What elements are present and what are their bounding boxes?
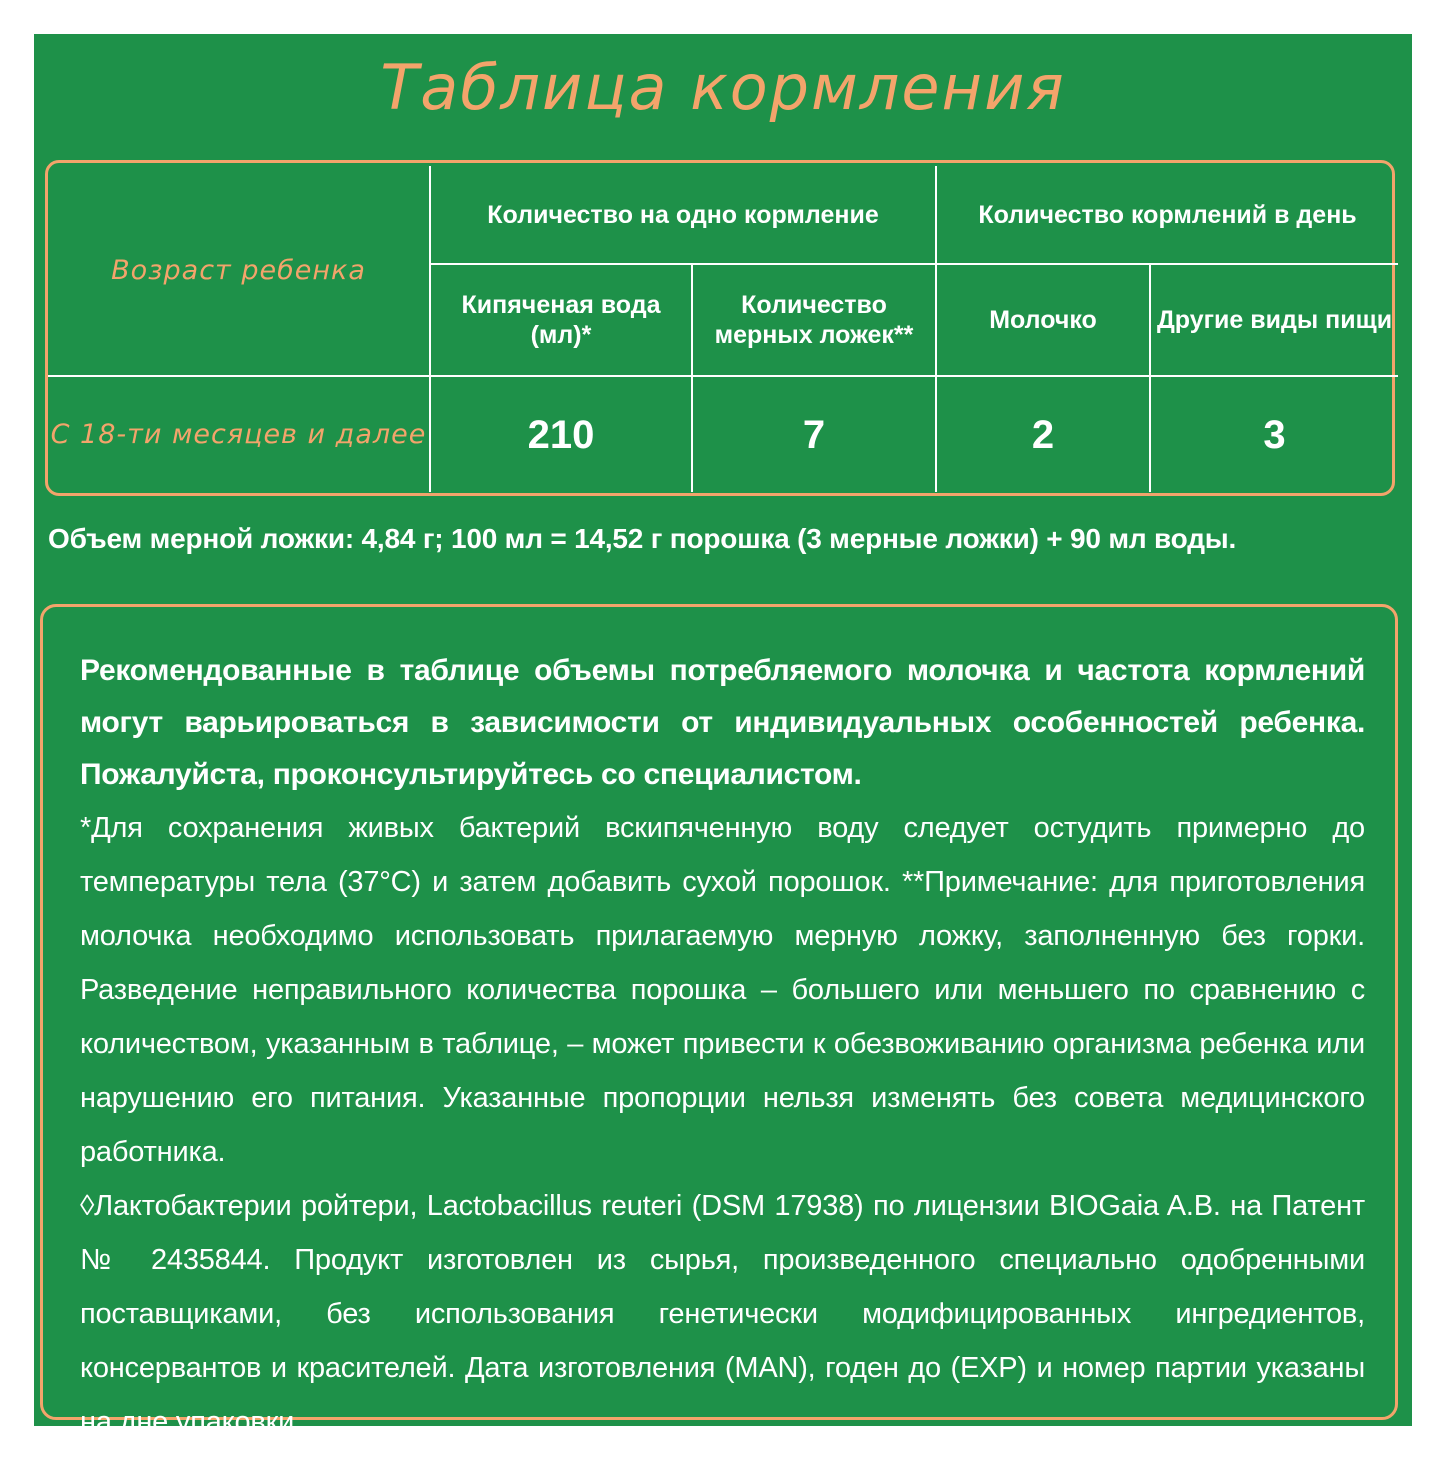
group-per-feeding-header: Количество на одно кормление [430, 166, 936, 264]
milk-column-header: Молочко [936, 264, 1150, 376]
age-header: Возраст ребенка [48, 166, 430, 376]
table-header-row [48, 166, 1398, 264]
spoons-value: 7 [692, 376, 936, 492]
water-value: 210 [430, 376, 692, 492]
water-column-header: Кипяченая вода (мл)* [430, 264, 692, 376]
feeding-table [48, 166, 1398, 492]
age-cell: С 18-ти месяцев и далее [48, 376, 430, 492]
table-row [48, 376, 1398, 492]
spoons-column-header: Количество мерных ложек** [692, 264, 936, 376]
measure-note: Объем мерной ложки: 4,84 г; 100 мл = 14,52 г порошка (3 мерные ложки) + 90 мл воды. [48, 523, 1237, 554]
footnote-water: *Для сохранения живых бактерий вскипяченную воду следует остудить примерно до температуры тела (37°C) и затем добавить сухой порошок. **Примечание: для приготовления молочка необходимо использовать прилагаемую мерную ложку, заполненную без горки. Разведение неправильного количества порошка – большего или меньшего по сравнению с количеством, указанным в таблице, – может привести к обезвоживанию организма ребенка или нарушению его питания. Указанные пропорции нельзя изменять без совета медицинского работника. [80, 812, 1365, 1168]
notes-block [80, 645, 1365, 1449]
other-food-value: 3 [1150, 376, 1398, 492]
milk-value: 2 [936, 376, 1150, 492]
footnote-bacteria: ◊Лактобактерии ройтери, Lactobacillus reuteri (DSM 17938) по лицензии BIOGaia A.B. на Патент № 2435844. Продукт изготовлен из сырья, произведенного специально одобренными поставщиками, без использования генетически модифицированных ингредиентов, консервантов и красителей. Дата изготовления (MAN), годен до (EXP) и номер партии указаны на дне упаковки. [80, 1190, 1365, 1438]
recommendation-text: Рекомендованные в таблице объемы потребляемого молочка и частота кормлений могут варьироваться в зависимости от индивидуальных особенностей ребенка. Пожалуйста, проконсультируйтесь со специалистом. [80, 654, 1365, 791]
other-food-column-header: Другие виды пищи [1150, 264, 1398, 376]
page-title: Таблица кормления [380, 51, 1066, 124]
group-per-day-header: Количество кормлений в день [936, 166, 1398, 264]
